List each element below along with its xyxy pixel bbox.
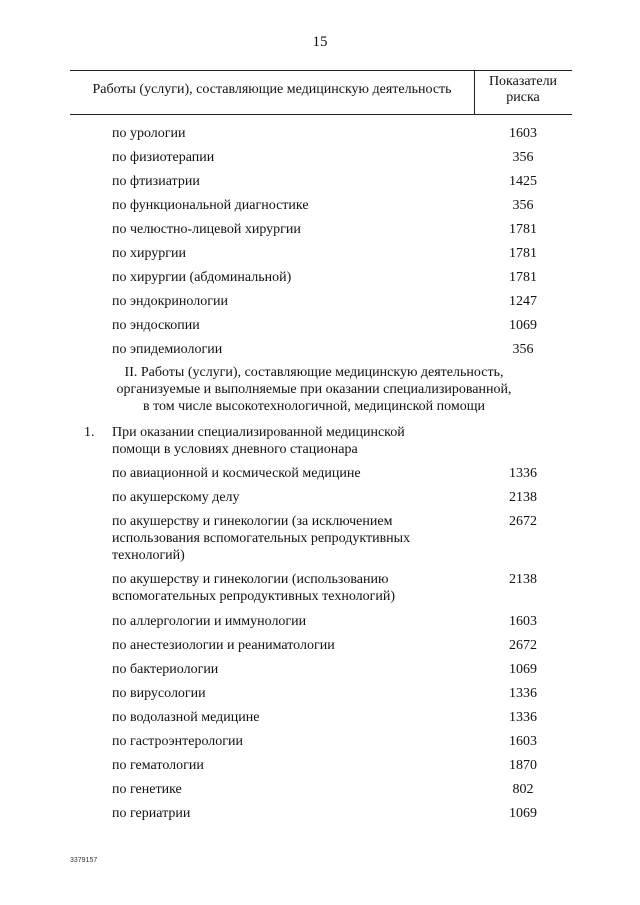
row-label	[112, 489, 442, 506]
row-label: по эпидемиологии	[112, 342, 223, 357]
row-label: по эндокринологии	[112, 294, 228, 309]
row-label	[112, 781, 442, 798]
row-value: 1603	[509, 734, 537, 749]
row-value: 2138	[509, 490, 537, 505]
row-label	[112, 513, 442, 564]
row-label	[112, 805, 442, 822]
row-label-line: по вирусологии	[112, 686, 206, 701]
row-label-line: использования вспомогательных репродуктивных	[112, 531, 411, 546]
row-value: 2672	[509, 514, 537, 529]
row-label	[112, 637, 442, 654]
row-value: 1336	[509, 466, 537, 481]
row-value: 1425	[509, 174, 537, 189]
row-value: 802	[512, 782, 534, 797]
row-label	[112, 757, 442, 774]
row-label-line: по гематологии	[112, 758, 204, 773]
row-value: 356	[512, 342, 534, 357]
row-value: 356	[512, 150, 534, 165]
row-label: по челюстно-лицевой хирургии	[112, 222, 301, 237]
row-label: по хирургии (абдоминальной)	[112, 270, 292, 285]
row-label-line: по аллергологии и иммунологии	[112, 614, 307, 629]
row-value: 2672	[509, 638, 537, 653]
row-label: по фтизиатрии	[112, 174, 200, 189]
row-label-line: вспомогательных репродуктивных технологий)	[112, 589, 396, 604]
row-label-line: по авиационной и космической медицине	[112, 466, 361, 481]
row-value: 1781	[509, 270, 537, 285]
row-label	[112, 733, 442, 750]
row-value: 1781	[509, 222, 537, 237]
row-label: по урологии	[112, 126, 186, 141]
row-value: 1336	[509, 710, 537, 725]
item-title-line1: При оказании специализированной медицинской	[112, 425, 405, 440]
row-value: 1069	[509, 318, 537, 333]
row-label	[112, 661, 442, 678]
row-label-line: по генетике	[112, 782, 182, 797]
row-value: 1603	[509, 614, 537, 629]
row-label: по хирургии	[112, 246, 187, 261]
row-label: по физиотерапии	[112, 150, 215, 165]
row-label-line: по гастроэнтерологии	[112, 734, 243, 749]
row-value: 1069	[509, 662, 537, 677]
row-value: 1069	[509, 806, 537, 821]
row-value: 1781	[509, 246, 537, 261]
item-number: 1.	[84, 425, 95, 440]
section-heading-line3: в том числе высокотехнологичной, медицинской помощи	[142, 399, 486, 414]
row-label	[112, 465, 442, 482]
row-label	[112, 613, 442, 630]
item-title-line2: помощи в условиях дневного стационара	[112, 442, 358, 457]
section-heading	[84, 364, 544, 415]
row-label-line: технологий)	[112, 548, 185, 563]
column-header-risk	[474, 74, 572, 106]
row-label-line: по гериатрии	[112, 806, 191, 821]
row-value: 1870	[509, 758, 537, 773]
row-label-line: по акушерству и гинекологии (использованию	[112, 572, 389, 587]
row-value: 2138	[509, 572, 537, 587]
row-label-line: по акушерству и гинекологии (за исключением	[112, 514, 393, 529]
row-label: по функциональной диагностике	[112, 198, 309, 213]
row-label: по эндоскопии	[112, 318, 200, 333]
section-heading-line2: организуемые и выполняемые при оказании специализированной,	[116, 382, 512, 397]
row-label-line: по анестезиологии и реаниматологии	[112, 638, 335, 653]
page-number: 15	[312, 34, 328, 50]
row-label-line: по акушерскому делу	[112, 490, 240, 505]
column-header-risk-line1: Показатели	[488, 74, 558, 89]
row-value: 1603	[509, 126, 537, 141]
section-heading-line1: II. Работы (услуги), составляющие медицинскую деятельность,	[124, 365, 504, 380]
table-header-rule	[70, 114, 572, 115]
row-label	[112, 571, 442, 605]
row-value: 1336	[509, 686, 537, 701]
table-top-rule	[70, 70, 572, 71]
column-header-works: Работы (услуги), составляющие медицинскую деятельность	[92, 82, 452, 97]
row-label	[112, 685, 442, 702]
column-header-risk-line2: риска	[506, 90, 540, 105]
row-label	[112, 709, 442, 726]
row-label-line: по водолазной медицине	[112, 710, 260, 725]
row-value: 356	[512, 198, 534, 213]
row-value: 1247	[509, 294, 537, 309]
document-code: 3379157	[70, 857, 98, 864]
item-title	[112, 424, 472, 458]
row-label-line: по бактериологии	[112, 662, 219, 677]
